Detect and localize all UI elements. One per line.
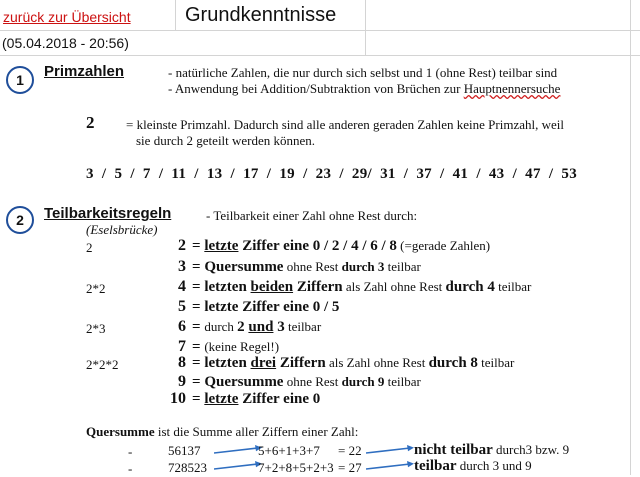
rule-6-text [192, 319, 321, 336]
example-number: 56137 [168, 443, 201, 458]
equals-sign: = [192, 391, 205, 407]
keyword-und: und [248, 319, 274, 335]
equals-sign: = [192, 238, 205, 254]
smallest-prime-label: 2 [86, 113, 95, 132]
page-title: Grundkenntnisse [185, 4, 337, 26]
back-to-overview-link[interactable]: zurück zur Übersicht [3, 9, 131, 25]
example-number: 728523 [168, 460, 207, 475]
example-digit-sum: 5+6+1+3+7 [258, 443, 320, 458]
rule-number: 10 [170, 390, 186, 407]
rule-text: Ziffern [293, 279, 343, 295]
timestamp: (05.04.2018 - 20:56) [2, 35, 129, 51]
rule-mid: als Zahl ohne Rest [325, 355, 429, 370]
rule-left-factor: 2*2 [86, 281, 106, 296]
rule-number: 3 [178, 258, 186, 275]
rule-text: Ziffern [276, 355, 326, 371]
rule-suffix: teilbar [477, 355, 515, 370]
example-verdict [414, 457, 532, 475]
rule-divisor: durch 3 [341, 259, 385, 274]
rule-divisor: durch 4 [445, 279, 495, 295]
keyword: letzten [204, 355, 251, 371]
section-number-badge: 2 [6, 206, 34, 234]
rule-8-text [192, 355, 514, 372]
mnemonic-label: (Eselsbrücke) [86, 222, 158, 237]
example-dash: - [128, 461, 133, 476]
rule-number: 7 [178, 338, 186, 355]
keyword: letzte [204, 391, 239, 407]
rule-suffix: teilbar [384, 374, 421, 389]
smallest-prime-text-1: = kleinste Primzahl. Dadurch sind alle anderen geraden Zahlen keine Primzahl, weil [126, 117, 564, 132]
example-digit-sum: 7+2+8+5+2+3 [258, 460, 334, 475]
example-result-value: = 27 [338, 460, 362, 475]
rule-text: letzte Ziffer eine 0 / 5 [204, 299, 340, 315]
rule-suffix: teilbar [494, 279, 532, 294]
rule-divisor-a: 2 [237, 319, 245, 335]
rule-suffix: teilbar [284, 319, 322, 334]
teilbarkeit-intro: - Teilbarkeit einer Zahl ohne Rest durch: [206, 208, 418, 223]
section-heading-primzahlen: Primzahlen [44, 63, 125, 80]
rule-divisor: durch 9 [341, 374, 385, 389]
rule-text: Ziffer eine 0 / 2 / 4 / 6 / 8 [238, 238, 397, 254]
equals-sign: = [192, 374, 205, 390]
rule-mid: als Zahl ohne Rest [342, 279, 446, 294]
rule-9-text [192, 374, 421, 391]
equals-sign: = [192, 299, 205, 315]
rule-text: (keine Regel!) [204, 339, 280, 354]
equals-sign: = [192, 319, 205, 335]
rule-number: 4 [178, 278, 186, 295]
keyword: Quersumme [204, 259, 284, 275]
rule-4-text [192, 279, 531, 296]
rule-text: ohne Rest [283, 374, 342, 389]
rule-number: 9 [178, 373, 186, 390]
example-result-value: = 22 [338, 443, 362, 458]
hauptnennersuche-word: Hauptnennersuche [463, 81, 561, 96]
rule-2-text [192, 238, 490, 255]
rule-3-text [192, 259, 421, 276]
arrow-icon [214, 460, 264, 472]
rule-number: 6 [178, 318, 186, 335]
rule-divisor: durch 8 [428, 355, 478, 371]
keyword-underlined: beiden [250, 279, 294, 295]
rule-10-text [192, 391, 320, 408]
arrow-icon [366, 460, 416, 472]
rule-note: (=gerade Zahlen) [396, 238, 491, 253]
smallest-prime-text-2: sie durch 2 geteilt werden können. [136, 133, 316, 148]
keyword: letzten [204, 279, 251, 295]
rule-number: 2 [178, 237, 186, 254]
verdict: teilbar [414, 458, 457, 474]
rule-5-text [192, 299, 339, 316]
rule-text: durch [204, 319, 238, 334]
rule-left-factor: 2 [86, 240, 93, 255]
verdict: nicht teilbar [414, 442, 493, 458]
rule-left-factor: 2*3 [86, 321, 106, 336]
section-heading-teilbarkeitsregeln: Teilbarkeitsregeln [44, 205, 172, 222]
quersumme-keyword: Quersumme [86, 424, 155, 439]
rule-7-text [192, 339, 279, 356]
rule-divisor-b: 3 [277, 319, 285, 335]
keyword: letzte [204, 238, 239, 254]
arrow-icon [366, 445, 416, 457]
quersumme-definition: ist die Summe aller Ziffern einer Zahl: [154, 424, 359, 439]
rule-number: 5 [178, 298, 186, 315]
equals-sign: = [192, 355, 205, 371]
rule-left-factor: 2*2*2 [86, 357, 119, 372]
equals-sign: = [192, 339, 205, 355]
rule-number: 8 [178, 354, 186, 371]
arrow-icon [214, 445, 264, 457]
quersumme-explanation [86, 424, 358, 440]
rule-suffix: teilbar [384, 259, 421, 274]
primzahlen-definition: - natürliche Zahlen, die nur durch sich selbst und 1 (ohne Rest) teilbar sind [168, 65, 558, 80]
verdict-note: durch 3 und 9 [456, 458, 532, 473]
example-dash: - [128, 444, 133, 459]
keyword-underlined: drei [250, 355, 277, 371]
prime-list: 3 / 5 / 7 / 11 / 13 / 17 / 19 / 23 / 29/ 31 / 37 / 41 / 43 / 47 / 53 [86, 166, 578, 182]
keyword: Quersumme [204, 374, 284, 390]
equals-sign: = [192, 279, 205, 295]
section-number-badge: 1 [6, 66, 34, 94]
verdict-note: durch3 bzw. 9 [492, 442, 570, 457]
primzahlen-application [168, 81, 560, 97]
equals-sign: = [192, 259, 205, 275]
rule-text: ohne Rest [283, 259, 342, 274]
application-text: - Anwendung bei Addition/Subtraktion von Brüchen zur [168, 81, 464, 96]
rule-text: Ziffer eine 0 [238, 391, 321, 407]
